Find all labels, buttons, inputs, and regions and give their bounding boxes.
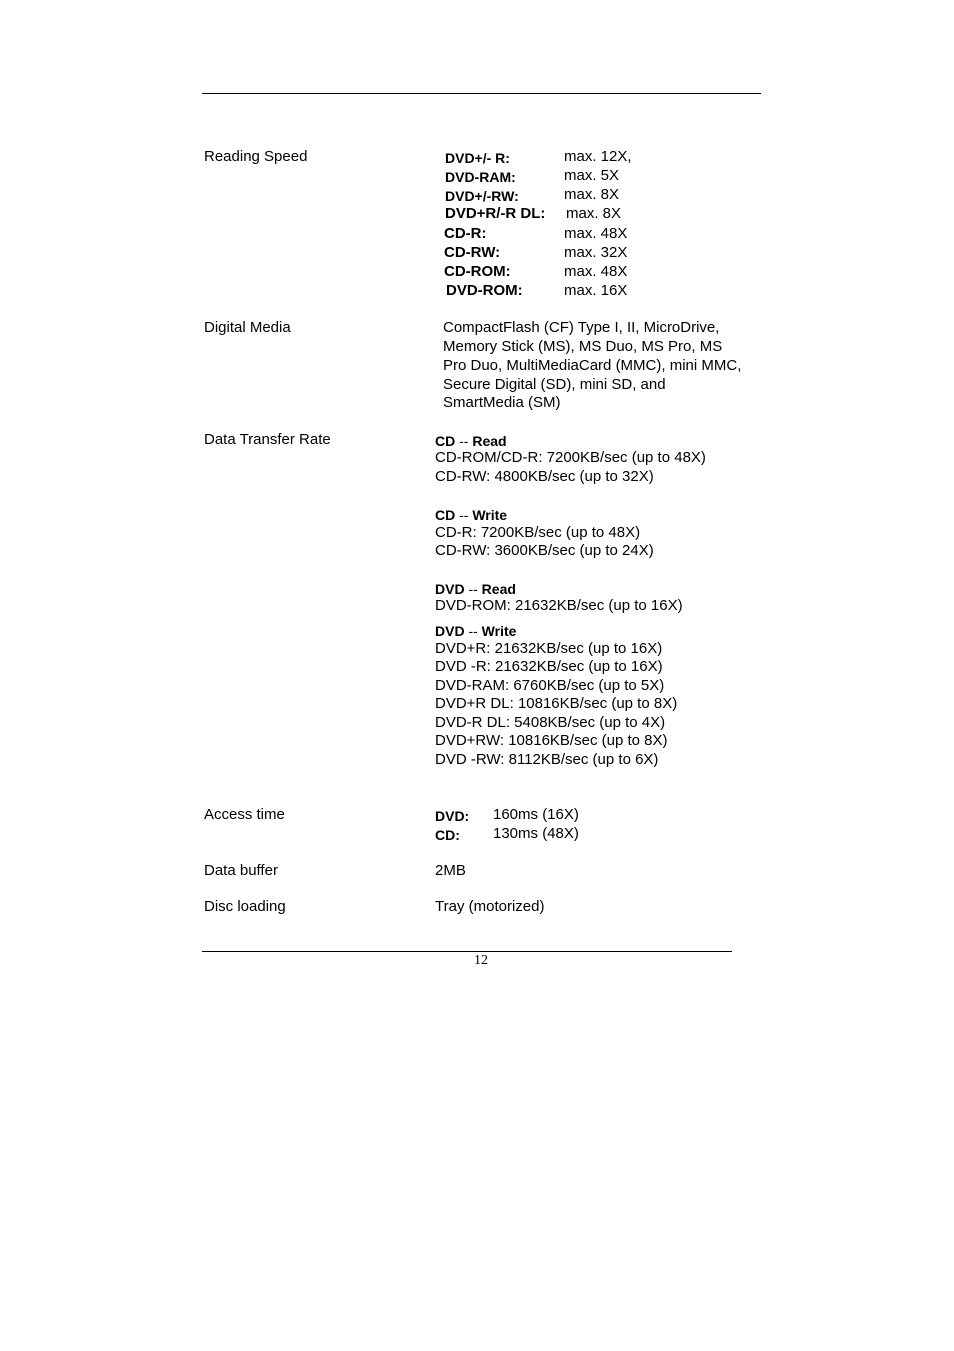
- subheading-cd-write: [435, 506, 507, 524]
- footer-rule: [202, 951, 732, 952]
- transfer-line: CD-RW: 3600KB/sec (up to 24X): [435, 542, 654, 559]
- subheading-kind: DVD: [435, 581, 465, 597]
- reading-speed-media: CD-R:: [444, 225, 487, 242]
- subheading-op: Read: [481, 581, 516, 597]
- subheading-dvd-read: [435, 580, 516, 598]
- disc-loading-label: Disc loading: [204, 898, 286, 915]
- reading-speed-media: DVD+/-RW:: [445, 188, 519, 204]
- subheading-op: Read: [472, 433, 507, 449]
- transfer-line: CD-ROM/CD-R: 7200KB/sec (up to 48X): [435, 449, 706, 466]
- reading-speed-label: Reading Speed: [204, 148, 308, 165]
- reading-speed-value: max. 48X: [564, 263, 628, 280]
- reading-speed-media: CD-RW:: [444, 244, 501, 261]
- access-time-value: 130ms (48X): [493, 825, 579, 842]
- reading-speed-value: max. 8X: [564, 186, 620, 203]
- access-time-label: Access time: [204, 806, 285, 823]
- reading-speed-value: max. 32X: [564, 244, 628, 261]
- access-time-media: DVD:: [435, 808, 470, 824]
- reading-speed-value: max. 12X,: [564, 148, 632, 165]
- reading-speed-value: max. 16X: [564, 282, 628, 299]
- reading-speed-value: max. 48X: [564, 225, 628, 242]
- transfer-line: CD-R: 7200KB/sec (up to 48X): [435, 524, 641, 541]
- digital-media-line: CompactFlash (CF) Type I, II, MicroDrive,: [443, 319, 720, 336]
- subheading-op: Write: [472, 507, 508, 523]
- digital-media-line: Secure Digital (SD), mini SD, and: [443, 376, 666, 393]
- transfer-line: CD-RW: 4800KB/sec (up to 32X): [435, 468, 654, 485]
- access-time-value: 160ms (16X): [493, 806, 579, 823]
- subheading-sep: --: [468, 623, 478, 639]
- digital-media-line: SmartMedia (SM): [443, 394, 561, 411]
- subheading-kind: DVD: [435, 623, 465, 639]
- disc-loading-value: Tray (motorized): [435, 898, 545, 915]
- subheading-op: Write: [481, 623, 517, 639]
- digital-media-label: Digital Media: [204, 319, 291, 336]
- reading-speed-media: DVD-ROM:: [446, 282, 523, 299]
- subheading-sep: --: [459, 507, 469, 523]
- reading-speed-media: DVD-RAM:: [445, 169, 516, 185]
- transfer-line: DVD+RW: 10816KB/sec (up to 8X): [435, 732, 668, 749]
- transfer-line: DVD+R: 21632KB/sec (up to 16X): [435, 640, 663, 657]
- reading-speed-value: max. 5X: [564, 167, 620, 184]
- transfer-line: DVD+R DL: 10816KB/sec (up to 8X): [435, 695, 678, 712]
- reading-speed-media: CD-ROM:: [444, 263, 511, 280]
- digital-media-line: Memory Stick (MS), MS Duo, MS Pro, MS: [443, 338, 723, 355]
- subheading-sep: --: [468, 581, 478, 597]
- data-buffer-value: 2MB: [435, 862, 466, 879]
- access-time-media: CD:: [435, 827, 460, 843]
- reading-speed-media: DVD+/- R:: [445, 150, 510, 166]
- subheading-kind: CD: [435, 507, 456, 523]
- digital-media-line: Pro Duo, MultiMediaCard (MMC), mini MMC,: [443, 357, 742, 374]
- transfer-line: DVD-RAM: 6760KB/sec (up to 5X): [435, 677, 665, 694]
- reading-speed-value: max. 8X: [566, 205, 622, 222]
- transfer-line: DVD -R: 21632KB/sec (up to 16X): [435, 658, 663, 675]
- page-number: 12: [474, 953, 488, 968]
- reading-speed-media: DVD+R/-R DL:: [445, 205, 546, 222]
- subheading-cd-read: [435, 432, 507, 450]
- transfer-line: DVD-R DL: 5408KB/sec (up to 4X): [435, 714, 666, 731]
- subheading-dvd-write: [435, 622, 516, 640]
- data-buffer-label: Data buffer: [204, 862, 278, 879]
- subheading-kind: CD: [435, 433, 456, 449]
- transfer-line: DVD -RW: 8112KB/sec (up to 6X): [435, 751, 659, 768]
- data-transfer-label: Data Transfer Rate: [204, 431, 331, 448]
- header-rule: [202, 93, 761, 94]
- subheading-sep: --: [459, 433, 469, 449]
- transfer-line: DVD-ROM: 21632KB/sec (up to 16X): [435, 597, 683, 614]
